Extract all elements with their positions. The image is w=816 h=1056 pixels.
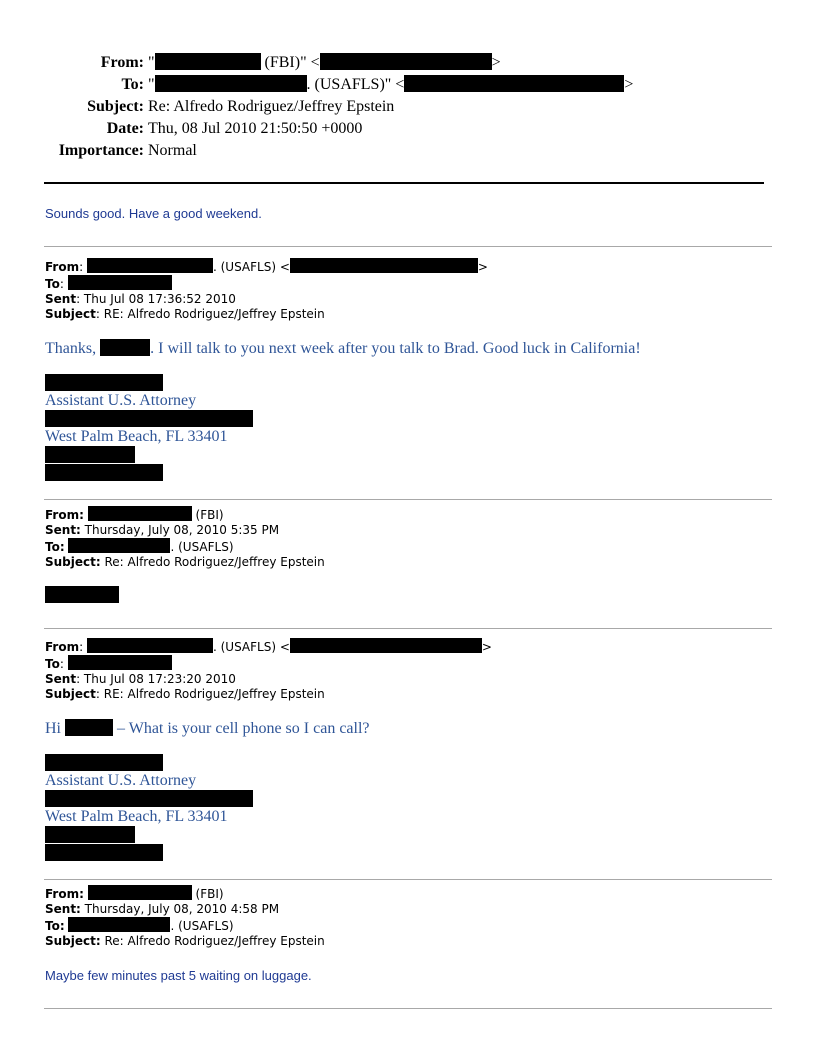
to-label: To <box>45 657 60 671</box>
body-redacted <box>45 586 119 605</box>
reply-body <box>45 719 370 738</box>
divider <box>44 499 772 500</box>
redaction-box <box>155 53 261 70</box>
subject-value: : RE: Alfredo Rodriguez/Jeffrey Epstein <box>95 687 325 701</box>
redaction-box <box>87 258 213 273</box>
sig-city: West Palm Beach, FL 33401 <box>45 808 228 825</box>
redaction-box <box>45 586 119 603</box>
subject-label: Subject: <box>45 555 101 569</box>
subject-label: Subject <box>45 687 96 701</box>
redaction-box <box>88 885 192 900</box>
from-label: From <box>45 260 80 274</box>
date-label: Date: <box>106 120 144 137</box>
from-end: > <box>477 260 488 274</box>
redaction-box <box>65 719 113 736</box>
from-agency: . (USAFLS) < <box>212 640 290 654</box>
subject-label: Subject: <box>45 934 101 948</box>
redaction-box <box>404 75 624 92</box>
to-end: > <box>624 76 634 93</box>
to-label: To: <box>45 540 65 554</box>
redaction-box <box>320 53 492 70</box>
reply-header <box>45 506 325 570</box>
signature <box>45 754 253 862</box>
from-end: > <box>491 54 501 71</box>
redaction-box <box>45 790 253 807</box>
divider <box>44 246 772 247</box>
redaction-box <box>45 374 163 391</box>
from-label: From: <box>45 887 84 901</box>
from-label: From: <box>100 54 144 71</box>
redaction-box <box>45 844 163 861</box>
header-to-row <box>0 74 816 96</box>
from-agency: . (USAFLS) < <box>212 260 290 274</box>
subject-label: Subject <box>45 307 96 321</box>
body-post: – What is your cell phone so I can call? <box>113 720 370 737</box>
header-divider <box>44 182 764 184</box>
from-agency: (FBI)" < <box>264 54 320 71</box>
from-agency: (FBI) <box>191 508 224 522</box>
body-pre: Hi <box>45 720 61 737</box>
sent-value: : Thu Jul 08 17:23:20 2010 <box>76 672 236 686</box>
reply-body: Maybe few minutes past 5 waiting on luggage. <box>45 968 312 983</box>
date-value: Thu, 08 Jul 2010 21:50:50 +0000 <box>148 120 363 137</box>
divider <box>44 628 772 629</box>
header-from-row <box>0 52 816 74</box>
sent-label: Sent <box>45 672 77 686</box>
subject-value: Re: Alfredo Rodriguez/Jeffrey Epstein <box>148 98 395 115</box>
sig-city: West Palm Beach, FL 33401 <box>45 428 228 445</box>
redaction-box <box>45 464 163 481</box>
subject-value: Re: Alfredo Rodriguez/Jeffrey Epstein <box>100 934 325 948</box>
subject-label: Subject: <box>87 98 144 115</box>
redaction-box <box>290 638 482 653</box>
sent-value: Thursday, July 08, 2010 5:35 PM <box>80 523 280 537</box>
to-agency: . (USAFLS)" < <box>306 76 405 93</box>
sent-label: Sent: <box>45 523 81 537</box>
redaction-box <box>290 258 478 273</box>
body-post: . I will talk to you next week after you talk to Brad. Good luck in California! <box>150 340 641 357</box>
reply-header: From: . (USAFLS) < > To: Sent: Thu Jul 08 17:23:20 2010 Subject: RE: Alfredo Rodriguez/Jeffrey Epstein <box>45 640 492 701</box>
from-end: > <box>481 640 492 654</box>
sent-label: Sent <box>45 292 77 306</box>
to-agency: . (USAFLS) <box>170 540 234 554</box>
from-quote: " <box>148 54 155 71</box>
from-label: From <box>45 640 80 654</box>
reply-header <box>45 885 325 949</box>
sent-value: : Thu Jul 08 17:36:52 2010 <box>76 292 236 306</box>
signature <box>45 374 253 482</box>
redaction-box <box>45 754 163 771</box>
redaction-box <box>45 410 253 427</box>
divider <box>44 1008 772 1009</box>
redaction-box <box>88 506 192 521</box>
redaction-box <box>87 638 213 653</box>
redaction-box <box>68 538 170 553</box>
redaction-box <box>68 655 172 670</box>
redaction-box <box>68 917 170 932</box>
redaction-box <box>155 75 307 92</box>
email-header <box>0 52 816 162</box>
header-importance-row <box>0 140 816 162</box>
subject-value: : RE: Alfredo Rodriguez/Jeffrey Epstein <box>95 307 325 321</box>
redaction-box <box>100 339 150 356</box>
subject-value: Re: Alfredo Rodriguez/Jeffrey Epstein <box>100 555 325 569</box>
header-subject-row <box>0 96 816 118</box>
reply-header: From: . (USAFLS) < > To: Sent: Thu Jul 08 17:36:52 2010 Subject: RE: Alfredo Rodriguez/Jeffrey Epstein <box>45 260 488 321</box>
to-label: To: <box>45 919 65 933</box>
to-label: To: <box>121 76 144 93</box>
from-label: From: <box>45 508 84 522</box>
divider <box>44 879 772 880</box>
to-quote: " <box>148 76 155 93</box>
header-date-row <box>0 118 816 140</box>
to-agency: . (USAFLS) <box>170 919 234 933</box>
sent-label: Sent: <box>45 902 81 916</box>
redaction-box <box>68 275 172 290</box>
reply-body <box>45 339 641 358</box>
body-pre: Thanks, <box>45 340 97 357</box>
redaction-box <box>45 446 135 463</box>
redaction-box <box>45 826 135 843</box>
sig-title: Assistant U.S. Attorney <box>45 392 197 409</box>
sig-title: Assistant U.S. Attorney <box>45 772 197 789</box>
importance-value: Normal <box>148 142 197 159</box>
sent-value: Thursday, July 08, 2010 4:58 PM <box>80 902 280 916</box>
from-agency: (FBI) <box>191 887 224 901</box>
importance-label: Importance: <box>58 142 144 159</box>
body-text: Sounds good. Have a good weekend. <box>45 206 262 221</box>
to-label: To <box>45 277 60 291</box>
